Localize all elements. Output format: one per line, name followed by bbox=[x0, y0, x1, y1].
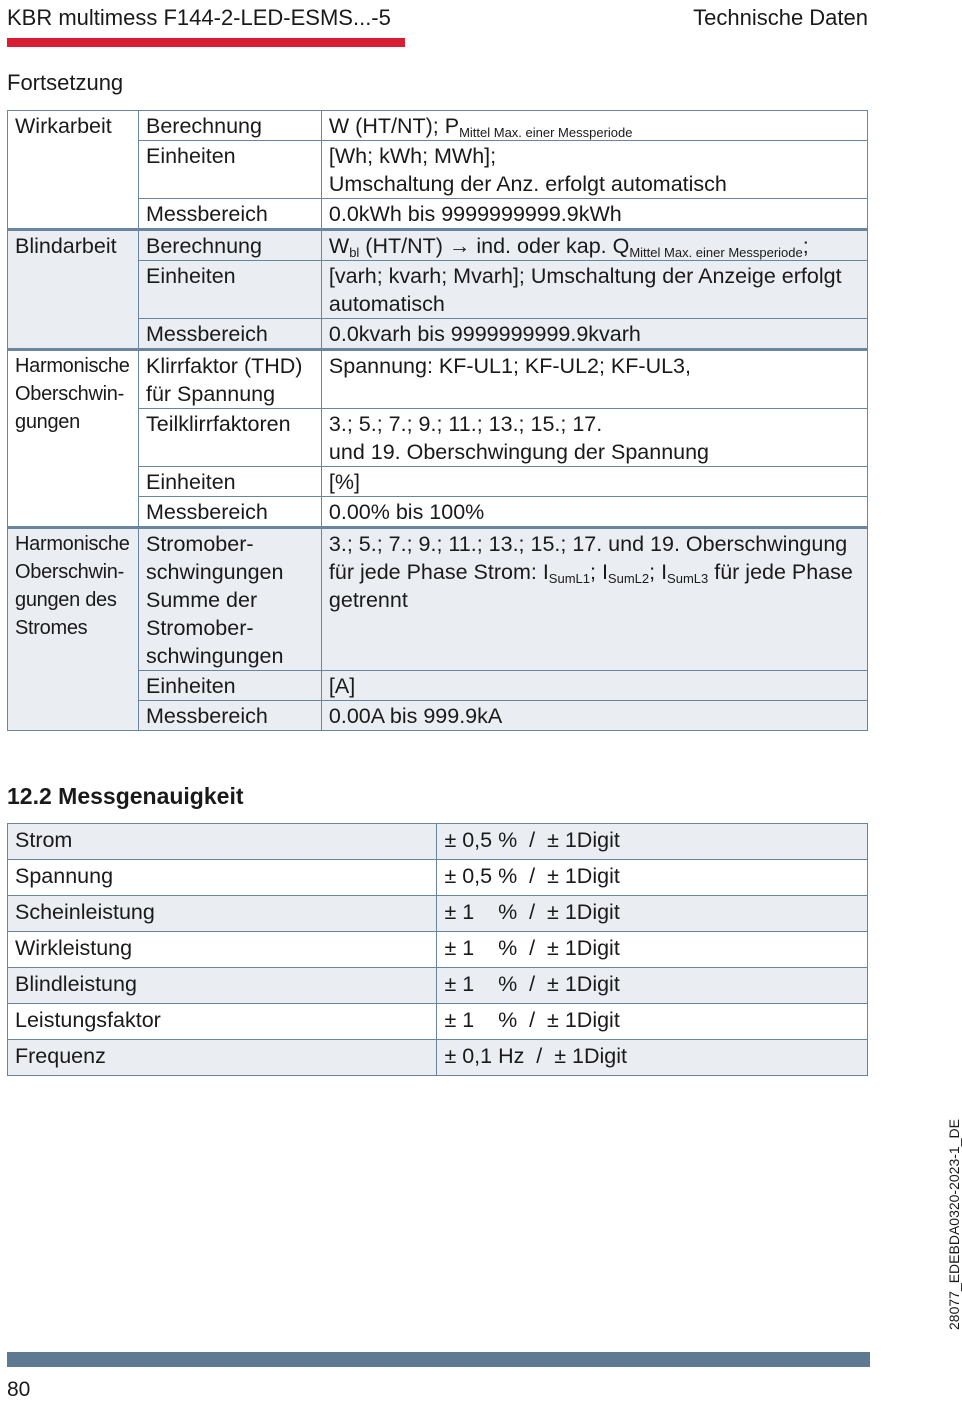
section-heading: 12.2 Messgenauigkeit bbox=[7, 783, 244, 809]
table-row bbox=[8, 230, 868, 261]
table-row bbox=[8, 932, 868, 968]
row-label: Einheiten bbox=[138, 261, 321, 319]
row-label: Messbereich bbox=[138, 497, 321, 528]
table-row bbox=[8, 111, 868, 141]
accuracy-value: ± 1 % / ± 1Digit bbox=[437, 1004, 868, 1040]
document-id: 28077_EDEBDA0320-2023-1_DE bbox=[946, 1119, 962, 1330]
accuracy-value: ± 0,5 % / ± 1Digit bbox=[437, 824, 868, 860]
accuracy-value: ± 1 % / ± 1Digit bbox=[437, 968, 868, 1004]
table-row bbox=[8, 896, 868, 932]
accuracy-label: Strom bbox=[8, 824, 437, 860]
row-value: 3.; 5.; 7.; 9.; 11.; 13.; 15.; 17. und 19. Oberschwingung für jede Phase Strom: $I_{SumL1}$; $I_{SumL2}$; $I_{SumL3}$ für jede Phase getrennt bbox=[321, 528, 867, 671]
accuracy-label: Leistungsfaktor bbox=[8, 1004, 437, 1040]
table-row bbox=[8, 350, 868, 409]
row-label: Messbereich bbox=[138, 319, 321, 350]
row-label: Messbereich bbox=[138, 199, 321, 230]
row-label: Teilklirrfaktoren bbox=[138, 409, 321, 467]
row-value: [%] bbox=[321, 467, 867, 497]
row-label: Berechnung bbox=[138, 111, 321, 141]
row-label: Einheiten bbox=[138, 671, 321, 701]
document-title: KBR multimess F144-2-LED-ESMS...-5 bbox=[7, 5, 391, 30]
row-label: Messbereich bbox=[138, 701, 321, 731]
group-wirkarbeit: Wirkarbeit bbox=[8, 111, 139, 230]
row-value: Spannung: KF-UL1; KF-UL2; KF-UL3, bbox=[321, 350, 867, 409]
accuracy-label: Blindleistung bbox=[8, 968, 437, 1004]
row-label: Klirrfaktor (THD) für Spannung bbox=[138, 350, 321, 409]
row-label: Einheiten bbox=[138, 141, 321, 199]
table-row bbox=[8, 968, 868, 1004]
accuracy-label: Spannung bbox=[8, 860, 437, 896]
table-row bbox=[8, 860, 868, 896]
group-blindarbeit: Blindarbeit bbox=[8, 230, 139, 350]
row-value: [Wh; kWh; MWh]; Umschaltung der Anz. erfolgt automatisch bbox=[321, 141, 867, 199]
footer-bar bbox=[7, 1352, 870, 1367]
table-row bbox=[8, 1040, 868, 1076]
row-label: Stromober- schwingungen Summe der Stromober- schwingungen bbox=[138, 528, 321, 671]
table-row bbox=[8, 528, 868, 671]
row-value: 0.00A bis 999.9kA bbox=[321, 701, 867, 731]
accuracy-label: Frequenz bbox=[8, 1040, 437, 1076]
table-row bbox=[8, 1004, 868, 1040]
header-accent-bar bbox=[7, 38, 405, 47]
row-value: [A] bbox=[321, 671, 867, 701]
row-label: Einheiten bbox=[138, 467, 321, 497]
accuracy-value: ± 0,5 % / ± 1Digit bbox=[437, 860, 868, 896]
spec-table bbox=[7, 110, 868, 731]
row-value: W (HT/NT); $P_{Mittel Max. einer Messperiode}$ bbox=[321, 111, 867, 141]
accuracy-label: Wirkleistung bbox=[8, 932, 437, 968]
row-value: [varh; kvarh; Mvarh]; Umschaltung der Anzeige erfolgt automatisch bbox=[321, 261, 867, 319]
page-number: 80 bbox=[7, 1378, 31, 1401]
table-row bbox=[8, 824, 868, 860]
row-value: 0.0kWh bis 9999999999.9kWh bbox=[321, 199, 867, 230]
accuracy-value: ± 1 % / ± 1Digit bbox=[437, 896, 868, 932]
accuracy-value: ± 1 % / ± 1Digit bbox=[437, 932, 868, 968]
row-value: 0.0kvarh bis 9999999999.9kvarh bbox=[321, 319, 867, 350]
group-harmonische: Harmonische Oberschwin- gungen bbox=[8, 350, 139, 528]
row-value: $W_{bl}$ (HT/NT) → ind. oder kap. $Q_{Mittel Max. einer Messperiode}$; bbox=[321, 230, 867, 261]
group-strom-harmonische: Harmonische Oberschwin- gungen des Stromes bbox=[8, 528, 139, 731]
accuracy-table bbox=[7, 823, 868, 1076]
accuracy-label: Scheinleistung bbox=[8, 896, 437, 932]
section-title: Technische Daten bbox=[693, 5, 868, 30]
row-label: Berechnung bbox=[138, 230, 321, 261]
row-value: 0.00% bis 100% bbox=[321, 497, 867, 528]
continuation-label: Fortsetzung bbox=[7, 70, 124, 95]
accuracy-value: ± 0,1 Hz / ± 1Digit bbox=[437, 1040, 868, 1076]
row-value: 3.; 5.; 7.; 9.; 11.; 13.; 15.; 17. und 19. Oberschwingung der Spannung bbox=[321, 409, 867, 467]
